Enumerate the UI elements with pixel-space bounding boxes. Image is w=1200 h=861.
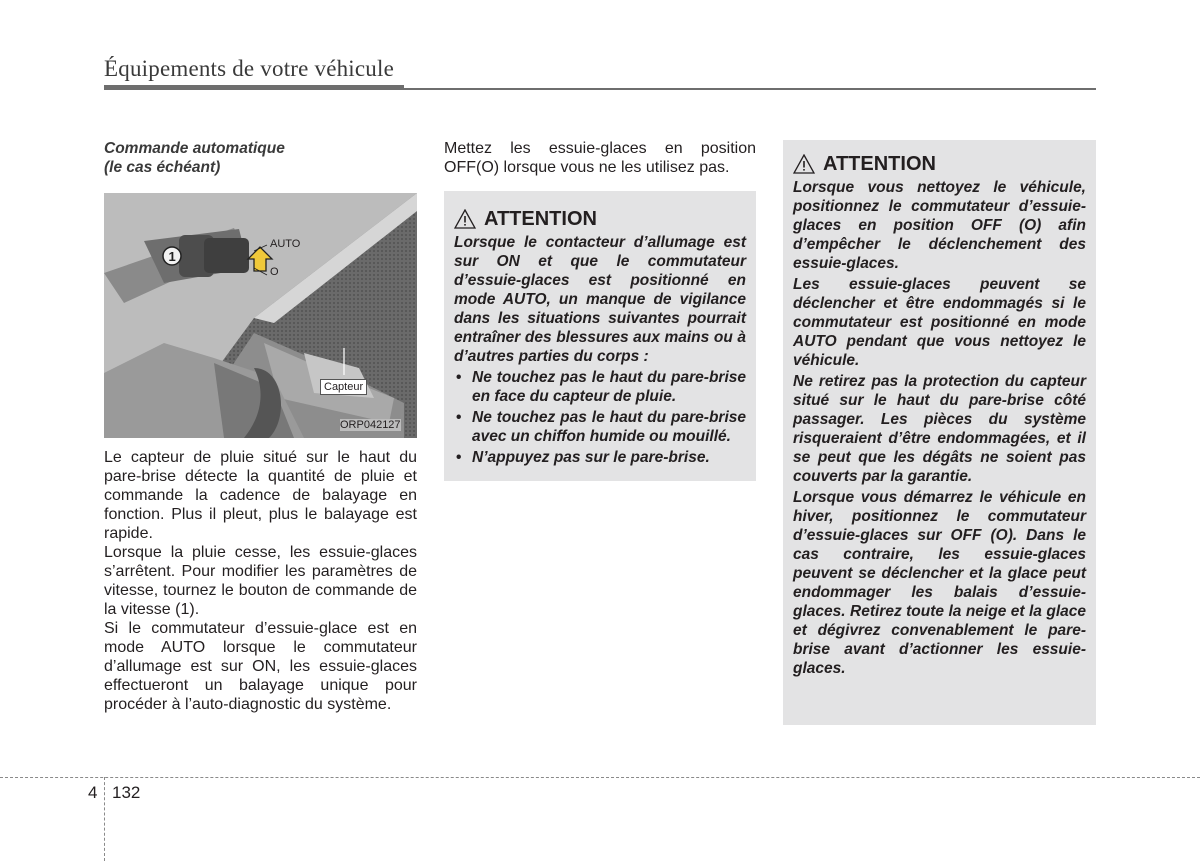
subheading-line-1: Commande automatique <box>104 140 285 157</box>
warning-list <box>454 368 746 467</box>
chapter-number: 4 <box>88 783 98 802</box>
left-column <box>104 139 417 714</box>
list-item: • Ne touchez pas le haut du pare-brise avec un chiffon humide ou mouillé. <box>454 408 746 446</box>
page-number: 132 <box>112 783 141 802</box>
subheading <box>104 139 417 177</box>
warning-text: Lorsque le contacteur d’allumage est sur ON et que le commutateur d’essuie-glaces est positionné en mode AUTO, un manque de vigilance dans les situations suivantes pourrait entraîner des blessures aux mains ou à d’autres parties du corps : <box>454 234 746 365</box>
paragraph: Lorsque la pluie cesse, les essuie-glaces s’arrêtent. Pour modifier les paramètres de vitesse, tournez le bouton de commande de la vitesse (1). <box>104 544 417 618</box>
label-off: O <box>270 266 279 278</box>
warning-paragraph: Lorsque vous nettoyez le véhicule, positionnez le commutateur d’essuie-glaces en position OFF (O) afin d’empêcher le déclenchement des essuie-glaces. <box>793 179 1086 272</box>
svg-text:1: 1 <box>168 249 176 264</box>
wiper-switch-illustration <box>104 193 417 438</box>
warning-title <box>454 207 746 231</box>
figure-reference: ORP042127 <box>340 419 401 431</box>
warning-title-text: ATTENTION <box>823 153 936 175</box>
warning-triangle-icon <box>793 154 815 174</box>
footer-vertical-rule <box>104 777 105 861</box>
subheading-line-2: (le cas échéant) <box>104 159 221 176</box>
warning-box <box>783 140 1096 725</box>
warning-box <box>444 191 756 481</box>
warning-title <box>793 152 1086 176</box>
header-rule <box>104 85 404 90</box>
label-auto: AUTO <box>270 238 301 250</box>
warning-paragraph: Les essuie-glaces peuvent se déclencher et être endommagés si le commutateur est positionné en mode AUTO pendant que vous nettoyez le véhicule. <box>793 276 1086 369</box>
paragraph: Le capteur de pluie situé sur le haut du pare-brise détecte la quantité de pluie et commande la cadence de balayage en fonction. Plus il pleut, plus le balayage est rapide. <box>104 449 417 542</box>
illustration-drawing <box>104 193 417 438</box>
section-title: Équipements de votre véhicule <box>104 56 395 81</box>
warning-triangle-icon <box>454 209 476 229</box>
paragraph: Si le commutateur d’essuie-glace est en mode AUTO lorsque le commutateur d’allumage est sur ON, les essuie-glaces effectueront un balayage unique pour procéder à l’auto-diagnostic du système. <box>104 620 417 713</box>
warning-paragraph: Ne retirez pas la protection du capteur situé sur le haut du pare-brise côté passager. Les pièces du système risqueraient d’être endommagées, et il se peut que les dégâts ne soient pas couverts par la garantie. <box>793 373 1086 485</box>
right-column <box>783 140 1096 725</box>
list-item: • N’appuyez pas sur le pare-brise. <box>454 448 746 467</box>
warning-title-text: ATTENTION <box>484 208 597 230</box>
label-capteur: Capteur <box>320 379 367 395</box>
intro-text: Mettez les essuie-glaces en position OFF(O) lorsque vous ne les utilisez pas. <box>444 140 756 176</box>
footer-rule <box>0 777 1200 778</box>
list-item: • Ne touchez pas le haut du pare-brise en face du capteur de pluie. <box>454 368 746 406</box>
middle-column <box>444 139 756 481</box>
warning-paragraph: Lorsque vous démarrez le véhicule en hiver, positionnez le commutateur d’essuie-glaces sur OFF (O). Dans le cas contraire, les essuie-glaces peuvent se déclencher et la glace peut endommager les balais d’essuie-glaces. Retirez toute la neige et la glace et dégivrez convenablement le pare-brise avant d’actionner les essuie-glaces. <box>793 489 1086 677</box>
header-rule-thin <box>404 88 1096 90</box>
